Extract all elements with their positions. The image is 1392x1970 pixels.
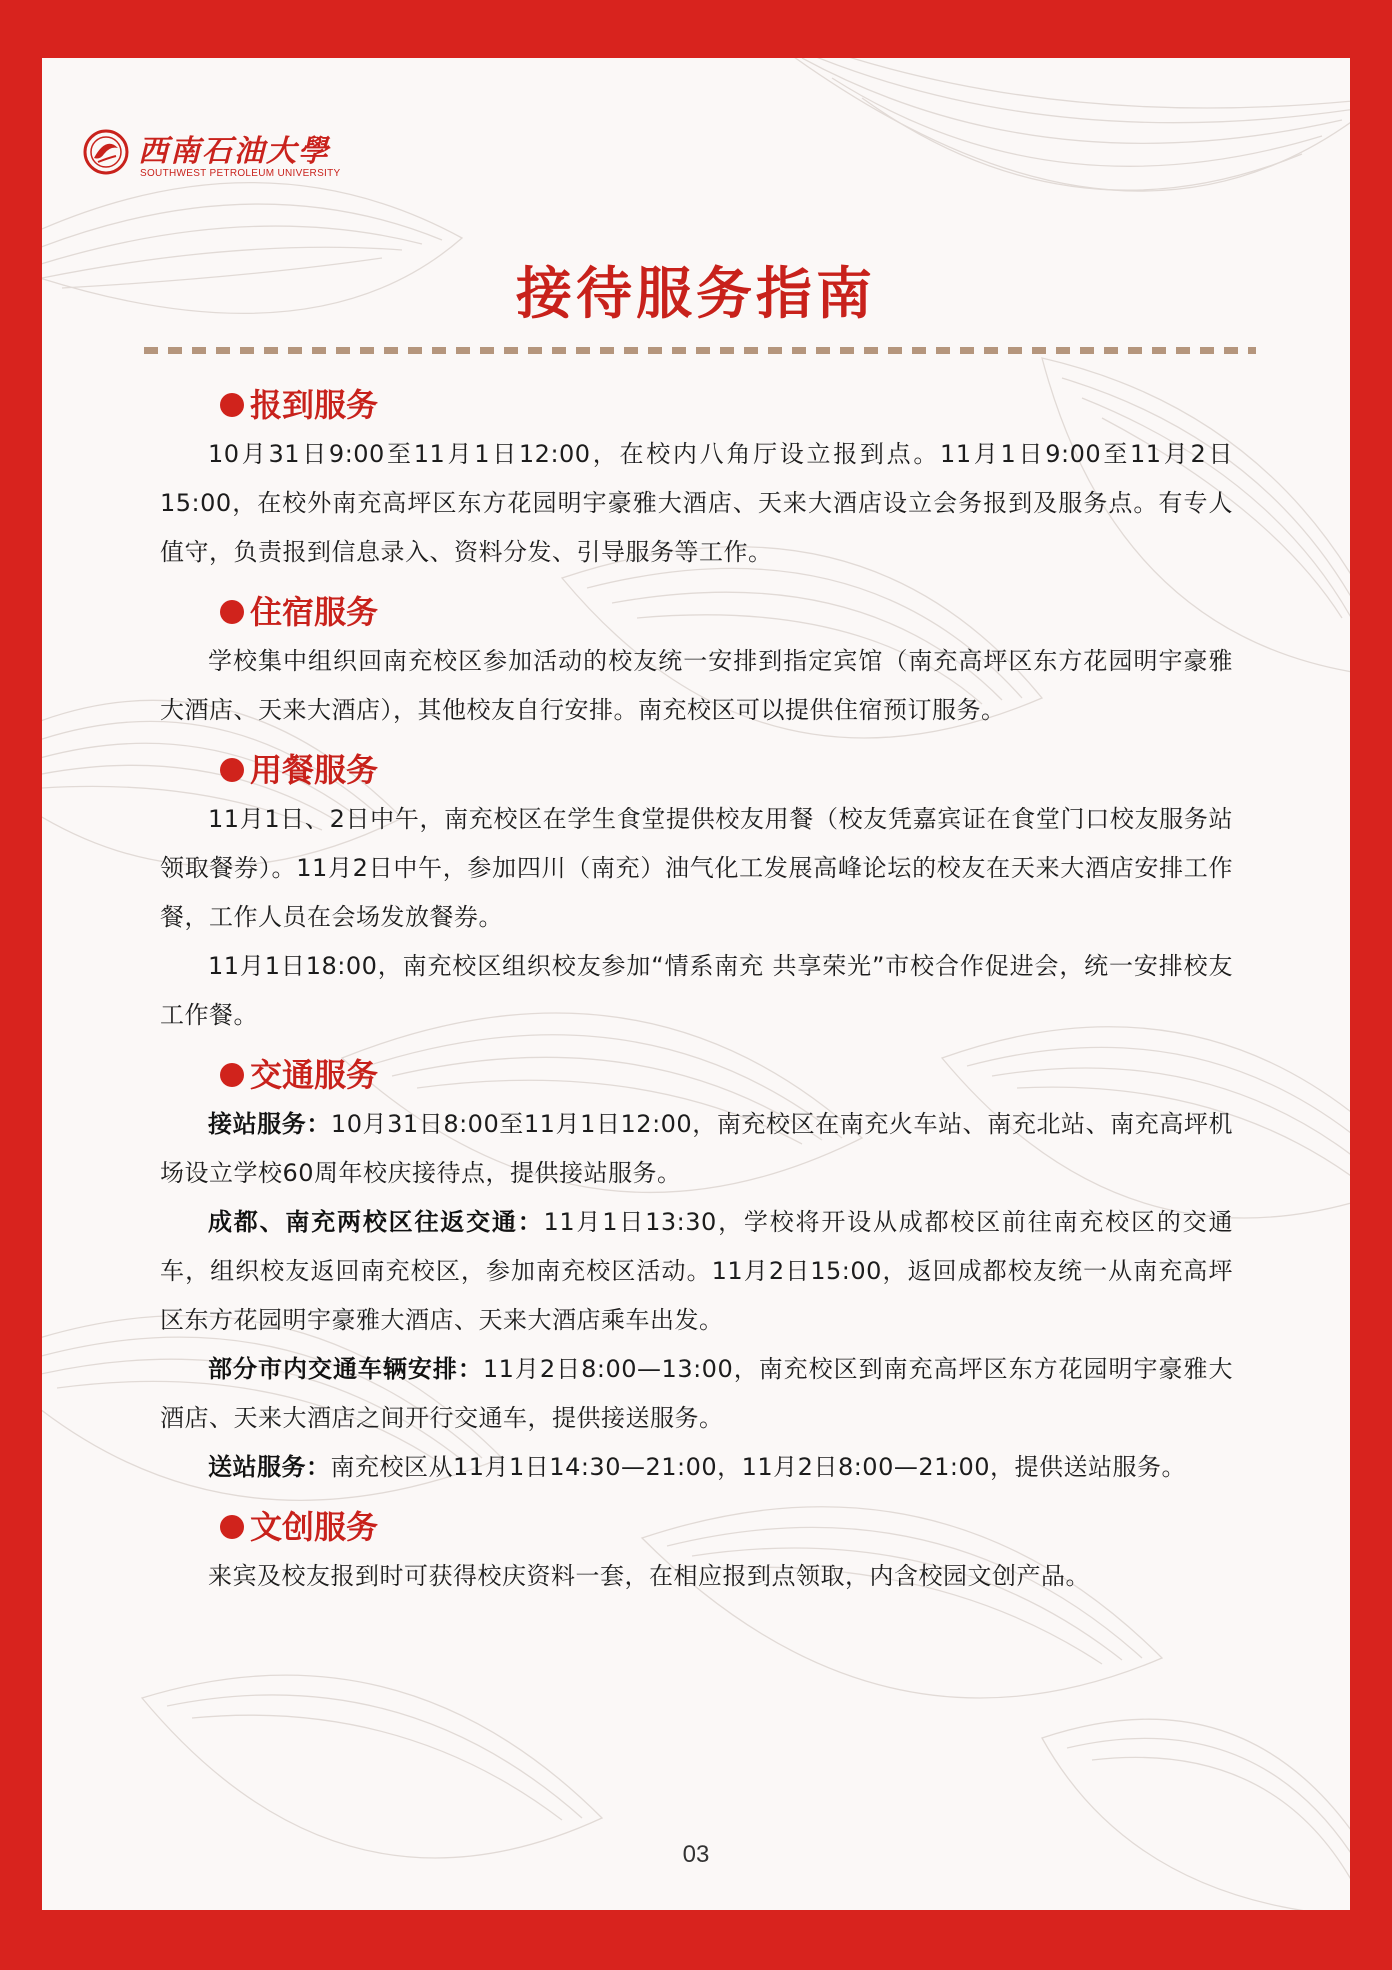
university-name-en: SOUTHWEST PETROLEUM UNIVERSITY — [140, 168, 341, 179]
section-title — [160, 1050, 1233, 1100]
bullet-dot-icon — [220, 1063, 244, 1087]
section-paragraph — [160, 795, 1233, 942]
university-emblem-icon — [82, 128, 130, 176]
title-divider — [144, 347, 1256, 354]
paragraph-text: 11月1日13:30，学校将开设从成都校区前往南充校区的交通车，组织校友返回南充校区，参加南充校区活动。11月2日15:00，返回成都校友统一从南充高坪区东方花园明宇豪雅大酒店、天来大酒店乘车出发。 — [160, 1208, 1233, 1334]
paragraph-text: 南充校区从11月1日14:30—21:00，11月2日8:00—21:00，提供送站服务。 — [330, 1453, 1187, 1481]
paragraph-text: 11月1日、2日中午，南充校区在学生食堂提供校友用餐（校友凭嘉宾证在食堂门口校友服务站领取餐券）。11月2日中午，参加四川（南充）油气化工发展高峰论坛的校友在天来大酒店安排工作餐，工作人员在会场发放餐券。 — [160, 805, 1233, 931]
bullet-dot-icon — [220, 1515, 244, 1539]
section-paragraph — [160, 942, 1233, 1040]
paragraph-lead: 接站服务： — [208, 1110, 331, 1138]
section-paragraph — [160, 1198, 1233, 1345]
section-gap — [160, 735, 1233, 745]
section-title — [160, 745, 1233, 795]
university-name-cn: 西南石油大學 — [138, 134, 330, 169]
section-paragraph — [160, 1100, 1233, 1198]
section-paragraph — [160, 1552, 1233, 1601]
section-gap — [160, 577, 1233, 587]
section-title — [160, 1502, 1233, 1552]
section-title-text: 报到服务 — [250, 386, 379, 424]
paragraph-text: 11月2日8:00—13:00，南充校区到南充高坪区东方花园明宇豪雅大酒店、天来大酒店之间开行交通车，提供接送服务。 — [160, 1355, 1233, 1432]
university-logo — [82, 128, 382, 198]
bullet-dot-icon — [220, 758, 244, 782]
section-paragraph — [160, 1345, 1233, 1443]
section-paragraph — [160, 430, 1233, 577]
paragraph-lead: 成都、南充两校区往返交通： — [208, 1208, 544, 1236]
section-gap — [160, 1492, 1233, 1502]
section-title — [160, 380, 1233, 430]
page-number: 03 — [682, 1841, 710, 1868]
section-title-text: 文创服务 — [250, 1508, 379, 1546]
section-title-text: 交通服务 — [250, 1056, 379, 1094]
paragraph-text: 来宾及校友报到时可获得校庆资料一套，在相应报到点领取，内含校园文创产品。 — [208, 1562, 1090, 1590]
paragraph-text: 10月31日8:00至11月1日12:00，南充校区在南充火车站、南充北站、南充高坪机场设立学校60周年校庆接待点，提供接站服务。 — [160, 1110, 1234, 1187]
paragraph-text: 学校集中组织回南充校区参加活动的校友统一安排到指定宾馆（南充高坪区东方花园明宇豪雅大酒店、天来大酒店），其他校友自行安排。南充校区可以提供住宿预订服务。 — [160, 647, 1233, 724]
paragraph-text: 10月31日9:00至11月1日12:00，在校内八角厅设立报到点。11月1日9:00至11月2日15:00，在校外南充高坪区东方花园明宇豪雅大酒店、天来大酒店设立会务报到及服务点。有专人值守，负责报到信息录入、资料分发、引导服务等工作。 — [160, 440, 1233, 566]
bullet-dot-icon — [220, 393, 244, 417]
section-title-text: 住宿服务 — [250, 593, 379, 631]
paragraph-lead: 送站服务： — [208, 1453, 331, 1481]
content-body — [160, 380, 1233, 1601]
paper-area — [42, 58, 1350, 1910]
section-paragraph — [160, 637, 1233, 735]
bullet-dot-icon — [220, 600, 244, 624]
section-title — [160, 587, 1233, 637]
paragraph-lead: 部分市内交通车辆安排： — [208, 1355, 483, 1383]
section-gap — [160, 1040, 1233, 1050]
section-paragraph — [160, 1443, 1233, 1492]
section-title-text: 用餐服务 — [250, 751, 379, 789]
page-title: 接待服务指南 — [516, 262, 876, 327]
paragraph-text: 11月1日18:00，南充校区组织校友参加“情系南充 共享荣光”市校合作促进会，统一安排校友工作餐。 — [160, 952, 1233, 1029]
